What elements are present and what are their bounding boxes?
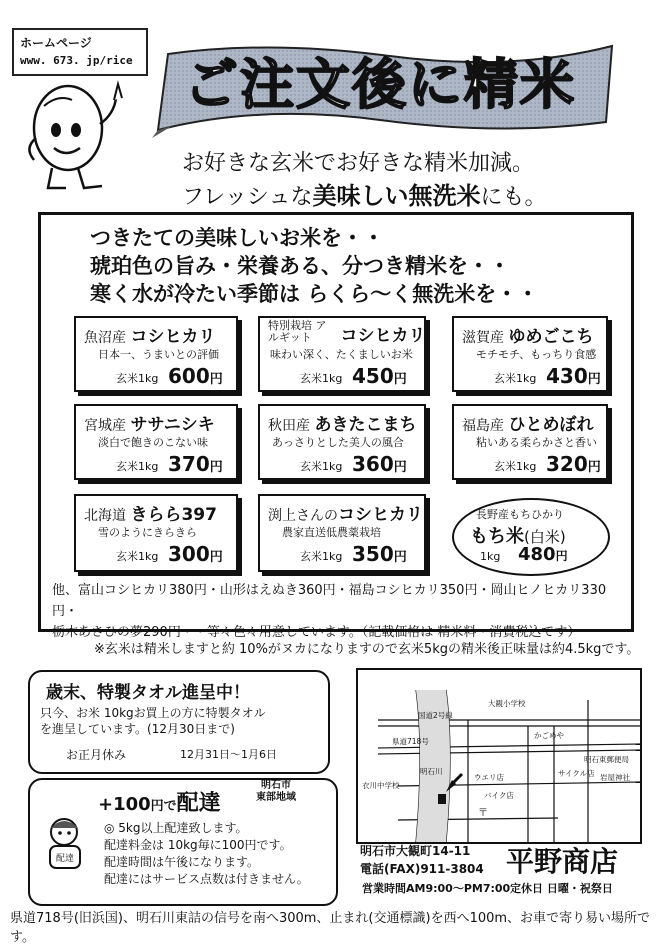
shop-name: 平野商店: [506, 845, 619, 878]
product-price: 300円: [168, 542, 223, 566]
product-variety: コシヒカリ: [130, 327, 216, 347]
product-card: 特別栽培 アルギット コシヒカリ 味わい深く、たくましいお米 玄米1kg 450円: [258, 316, 426, 392]
delivery-list: [104, 820, 309, 888]
shop-hours: 営業時間AM9:00～PM7:00: [362, 882, 511, 895]
product-variety: あきたこまち: [314, 415, 417, 435]
homepage-label: ホームページ: [20, 36, 92, 50]
delivery-mascot-icon: [38, 814, 92, 874]
product-unit: 玄米1kg: [494, 372, 537, 385]
footer-directions: 県道718号(旧浜国)、明石川東詰の信号を南へ300m、止まれ(交通標識)を西へ100m、お車で寄り易い場所です。: [10, 911, 651, 945]
mochi-name: もち米(白米): [470, 526, 566, 547]
product-unit: 玄米1kg: [300, 550, 343, 563]
shop-address: 明石市大観町14-11: [360, 844, 471, 858]
product-price: 430円: [546, 364, 601, 388]
delivery-item: 配達時間は午後になります。: [104, 855, 260, 869]
svg-text:〒: 〒: [478, 808, 488, 819]
mochi-origin: 長野産もちひかり: [476, 508, 564, 521]
product-desc: 粘いある柔らかさと香い: [476, 436, 597, 449]
product-variety: コシヒカリ: [340, 326, 426, 346]
product-price: 450円: [352, 364, 407, 388]
svg-text:明石東郵便局: 明石東郵便局: [584, 755, 629, 764]
delivery-item: 配達料金は 10kg毎に100円です。: [104, 838, 292, 852]
product-desc: モチモチ、もっちり食感: [476, 348, 597, 361]
product-variety: きらら397: [130, 505, 217, 525]
product-price: 320円: [546, 452, 601, 476]
campaign-title: 歳末、特製タオル進呈中！: [46, 683, 250, 703]
other-varieties-line-2: 栃木あさひの夢290円・・等々色々用意しています。（記載価格は 精米料・消費税込です）: [52, 625, 581, 640]
product-desc: 日本一、うまいとの評価: [98, 348, 219, 361]
product-card: 宮城産 ササニシキ 淡白で飽きのこない味 玄米1kg 370円: [74, 404, 238, 480]
product-unit: 玄米1kg: [300, 460, 343, 473]
svg-text:ウエリ店: ウエリ店: [474, 773, 504, 782]
tagline-3: 寒く水が冷たい季節は らくら～く無洗米を・・: [90, 282, 539, 306]
product-card: 秋田産 あきたこまち あっさりとした美人の風合 玄米1kg 360円: [258, 404, 426, 480]
holiday-label: お正月休み: [66, 748, 127, 762]
svg-text:かごめや: かごめや: [534, 731, 564, 740]
homepage-url[interactable]: www. 673. jp/rice: [20, 54, 133, 67]
intro-line-1: お好きな玄米でお好きな精米加減。: [182, 151, 535, 176]
product-unit: 玄米1kg: [494, 460, 537, 473]
mochi-rice-card: [452, 498, 610, 576]
product-card: 北海道 きらら397 雪のようにきらきら 玄米1kg 300円: [74, 494, 238, 572]
product-card: 魚沼産 コシヒカリ 日本一、うまいとの評価 玄米1kg 600円: [74, 316, 238, 392]
shop-phone[interactable]: 電話(FAX)911-3804: [360, 862, 484, 876]
product-variety: ササニシキ: [130, 415, 215, 435]
shop-marker: [438, 794, 446, 804]
delivery-area: 明石市 東部地域: [256, 780, 296, 803]
product-card: 渕上さんのコシヒカリ 農家直送低農薬栽培 玄米1kg 350円: [258, 494, 426, 572]
intro-highlight: 美味しい無洗米: [312, 182, 481, 210]
rice-mascot-icon: [18, 78, 136, 198]
product-desc: 淡白で飽きのこない味: [98, 436, 208, 449]
product-price: 350円: [352, 542, 407, 566]
delivery-box: [28, 778, 338, 906]
svg-text:県道718号: 県道718号: [392, 737, 429, 746]
svg-text:配達: 配達: [56, 854, 75, 864]
product-desc: 味わい深く、たくましいお米: [270, 348, 413, 361]
delivery-item: 配達にはサービス点数は付きません。: [104, 872, 309, 886]
svg-text:岩屋神社: 岩屋神社: [600, 773, 630, 782]
product-variety: ゆめごこち: [508, 327, 594, 347]
product-unit: 玄米1kg: [116, 372, 159, 385]
access-map: [356, 668, 642, 844]
product-card: 滋賀産 ゆめごこち モチモチ、もっちり食感 玄米1kg 430円: [452, 316, 608, 392]
product-price: 370円: [168, 452, 223, 476]
product-unit: 玄米1kg: [116, 460, 159, 473]
campaign-body-2: を進呈しています。(12月30日まで): [40, 722, 235, 736]
intro-line-2: フレッシュな美味しい無洗米にも。: [182, 182, 547, 210]
tagline-1: つきたての美味しいお米を・・: [90, 226, 384, 250]
product-unit: 玄米1kg: [300, 372, 343, 385]
mochi-price: 480円: [518, 544, 568, 565]
product-variety: コシヒカリ: [338, 505, 423, 525]
product-variety: ひとめぼれ: [508, 415, 594, 435]
banner-title: ご注文後に精米: [184, 53, 576, 116]
delivery-item: ◎ 5kg以上配達致します。: [104, 821, 248, 835]
bran-note: ※玄米は精米しますと約 10%がヌカになりますので玄米5kgの精米後正味量は約4.5kgです。: [94, 642, 640, 657]
homepage-box: [12, 28, 148, 76]
other-varieties-line-1: 他、富山コシヒカリ380円・山形はえぬき360円・福島コシヒカリ350円・岡山ヒノヒカリ330円・: [52, 583, 607, 619]
svg-text:サイクル店: サイクル店: [558, 769, 595, 778]
tagline-2: 琥珀色の旨み・栄養ある、分つき精米を・・: [90, 254, 510, 278]
product-price: 360円: [352, 452, 407, 476]
other-varieties: [52, 580, 612, 643]
product-unit: 玄米1kg: [116, 550, 159, 563]
mochi-unit: 1kg: [480, 550, 501, 563]
campaign-body-1: 只今、お米 10kgお買上の方に特製タオル: [40, 706, 266, 720]
product-card: 福島産 ひとめぼれ 粘いある柔らかさと香い 玄米1kg 320円: [452, 404, 608, 480]
product-desc: あっさりとした美人の風合: [272, 436, 404, 449]
svg-text:明石川: 明石川: [420, 767, 443, 776]
holiday-dates: 12月31日～1月6日: [180, 748, 277, 761]
product-desc: 農家直送低農薬栽培: [282, 526, 381, 539]
svg-text:国道2号線: 国道2号線: [418, 711, 453, 720]
svg-text:衣川中学校: 衣川中学校: [362, 781, 400, 790]
svg-text:バイク店: バイク店: [484, 791, 514, 800]
shop-closed: 定休日 日曜・祝祭日: [510, 882, 613, 895]
campaign-box: [28, 670, 330, 774]
product-price: 600円: [168, 364, 223, 388]
product-desc: 雪のようにきらきら: [98, 526, 197, 539]
svg-text:大観小学校: 大観小学校: [488, 699, 526, 708]
map-drawing: [358, 670, 640, 842]
delivery-title: +100円で配達: [98, 791, 221, 816]
